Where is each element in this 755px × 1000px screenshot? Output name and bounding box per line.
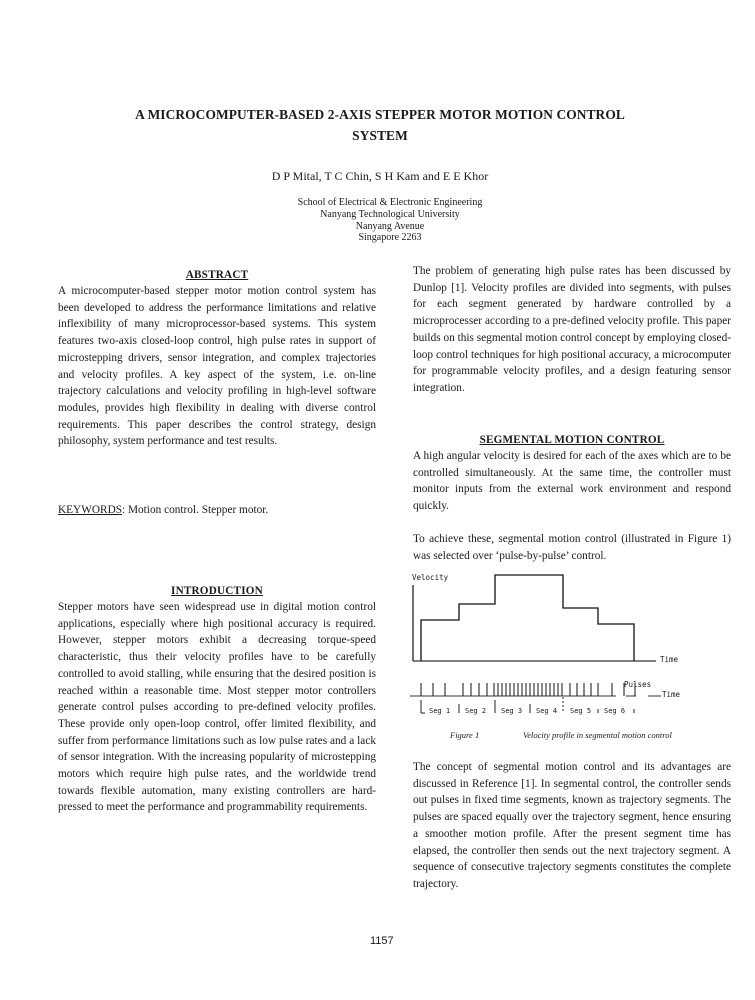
keywords-section — [58, 502, 376, 519]
abstract-section — [58, 268, 376, 450]
pulses-label: Pulses — [624, 680, 652, 689]
segmental-continued — [413, 759, 731, 893]
authors: D P Mital, T C Chin, S H Kam and E E Khor — [271, 169, 489, 183]
segment-label: Seg 3 — [501, 707, 523, 715]
y-axis-label: Velocity — [412, 573, 449, 582]
affiliation-line: School of Electrical & Electronic Engineering — [297, 197, 483, 208]
segment-markers — [421, 697, 634, 713]
title-line-1: A MICROCOMPUTER-BASED 2-AXIS STEPPER MOTOR MOTION CONTROL — [135, 107, 625, 122]
right-intro-text: The problem of generating high pulse rates has been discussed by Dunlop [1]. Velocity profiles are divided into segments, with pulses for each segment generated by hardware controlled by a microprocesser according to a pre-defined velocity profile. This paper builds on this segmental motion control concept by employing closed-loop control techniques for high positional accuracy, a microcomputer for programmable velocity profiles, and a design featuring sensor integration. — [413, 265, 731, 394]
page-number: 1157 — [370, 935, 394, 947]
abstract-heading: ABSTRACT — [185, 269, 249, 281]
segmental-para-1: A high angular velocity is desired for each of the axes which are to be controlled simultaneously. At the same time, the controller must monitor inputs from the external work environment and respond quickly. — [413, 450, 731, 513]
pulse-time-label: Time — [662, 690, 681, 699]
paper-title — [60, 104, 700, 146]
segment-label: Seg 6 — [604, 707, 626, 715]
segment-label: Seg 1 — [429, 707, 451, 715]
keywords-label: KEYWORDS — [58, 504, 123, 516]
segmental-para-2: To achieve these, segmental motion control (illustrated in Figure 1) was selected over ‘pulse-by-pulse’ control. — [413, 532, 731, 562]
affiliation-line: Nanyang Technological University — [320, 208, 460, 220]
introduction-heading: INTRODUCTION — [171, 585, 263, 597]
segmental-section — [413, 433, 731, 564]
segmental-heading: SEGMENTAL MOTION CONTROL — [479, 434, 665, 446]
introduction-section — [58, 584, 376, 816]
x-axis-label: Time — [660, 655, 679, 664]
affiliation-line: Nanyang Avenue — [355, 220, 425, 232]
segment-label: Seg 5 — [570, 707, 592, 715]
abstract-text: A microcomputer-based stepper motor motion control system has been developed to address the performance limitations and relative inflexibility of many microprocessor-based systems. This system features two-axis closed-loop control, high pulse rates in support of microstepping drivers, sensor integration, and complex trajectories and velocity profiles. A key aspect of the system, i.e. on-line trajectory calculations and velocity profiling in high-level software modules, provides high flexibility in dealing with diverse control requirements. This paper describes the control strategy, design philosophy, system performance and test results. — [58, 285, 376, 448]
figure-1 — [408, 573, 728, 743]
velocity-profile-chart — [408, 573, 728, 733]
keywords-text: : Motion control. Stepper motor. — [122, 504, 269, 516]
affiliation — [200, 197, 580, 244]
segmental-para-3: The concept of segmental motion control and its advantages are discussed in Reference [1]. In segmental control, the controller sends out pulses in fixed time segments, known as trajectory segments. The pulses are spaced equally over the trajectory segment, hence ensuring a smoother motion profile. After the present segment time has elapsed, the controller then sends out the next trajectory segment. A sequence of consecutive trajectory segments constitutes the complete trajectory. — [413, 761, 731, 890]
pulse-train — [421, 683, 635, 696]
introduction-text: Stepper motors have seen widespread use in digital motion control applications, especially where high positional accuracy is required. However, stepper motors exhibit a decreasing torque-speed characteristic, thus their velocity profiles have to be carefully controlled to avoid stalling, while ensuring that the desired position is reached within a reasonable time. Most stepper motor controllers generate control pulses according to pre-defined velocity profiles. These provide only open-loop control, offer limited flexibility, and suffer from performance limitations such as low pulse rates and a lack of sensor integration. With the increasing popularity of microstepping motors which require high pulse rates, and the worldwide trend towards flexible automation, many existing controllers are hard-pressed to meet the performance and programmability requirements. — [58, 601, 376, 814]
segment-label: Seg 4 — [536, 707, 558, 715]
affiliation-line: Singapore 2263 — [358, 232, 422, 244]
velocity-staircase — [421, 575, 634, 661]
figure-caption-text: Velocity profile in segmental motion control — [523, 730, 672, 740]
segment-label: Seg 2 — [465, 707, 487, 715]
right-intro-section — [413, 263, 731, 397]
title-line-2: SYSTEM — [352, 128, 408, 143]
figure-number: Figure 1 — [450, 730, 480, 740]
